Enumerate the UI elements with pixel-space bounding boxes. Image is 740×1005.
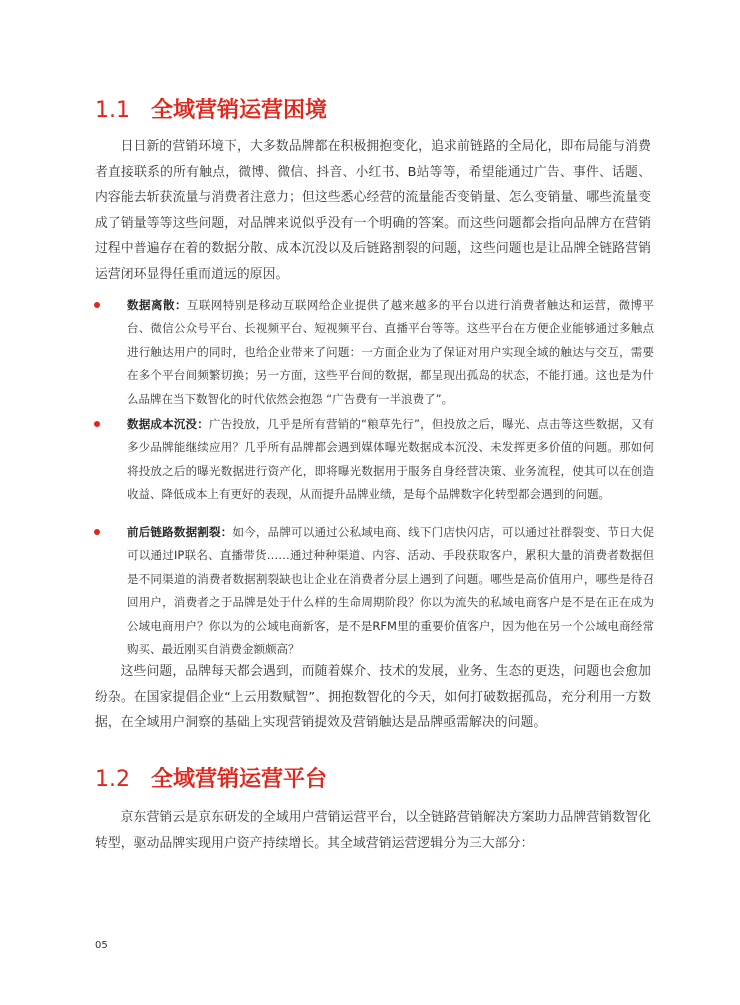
bullet-lead: 前后链路数据割裂： bbox=[127, 525, 233, 539]
bullet-text: 互联网特别是移动互联网给企业提供了越来越多的平台以进行消费者触达和运营，微博平台、微信公众号平台、长视频平台、短视频平台、直播平台等等。这些平台在方便企业能够通过多触点进行触达用户的同时，也给企业带来了问题：一方面企业为了保证对用户实现全域的触达与交互，需要在多个平台间频繁切换；另一方面，这些平台间的数据，都呈现出孤岛的状态，不能打通。这也是为什么品牌在当下数智化的时代依然会抱怨 “广告费有一半浪费了”。 bbox=[127, 298, 655, 406]
bullet-lead: 数据离散： bbox=[127, 298, 187, 312]
bullet-item-data-dispersion bbox=[127, 294, 654, 411]
bullet-text: 如今，品牌可以通过公私域电商、线下门店快闪店，可以通过社群裂变、节日大促可以通过IP联名、直播带货……通过种种渠道、内容、活动、手段获取客户，累积大量的消费者数据但是不同渠道的消费者数据割裂缺也让企业在消费者分层上遇到了问题。哪些是高价值用户，哪些是待召回用户，消费者之于品牌是处于什么样的生命周期阶段？你以为流失的私域电商客户是不是在正在成为公域电商用户？你以为的公域电商新客，是不是RFM里的重要价值客户，因为他在另一个公域电商经常购买、最近刚买自消费金额颇高？ bbox=[127, 525, 655, 657]
intro-paragraph: 日日新的营销环境下，大多数品牌都在积极拥抱变化，追求前链路的全局化，即布局能与消费者直接联系的所有触点，微博、微信、抖音、小红书、B站等等，希望能通过广告、事件、话题、内容能去斩获流量与消费者注意力；但这些悉心经营的流量能否变销量、怎么变销量、哪些流量变成了销量等等这些问题，对品牌来说似乎没有一个明确的答案。而这些问题都会指向品牌方在营销过程中普遍存在着的数据分散、成本沉没以及后链路割裂的问题，这些问题也是让品牌全链路营销运营闭环显得任重而道远的原因。 bbox=[95, 139, 651, 282]
bullet-dot bbox=[94, 302, 100, 308]
bullet-dot bbox=[94, 529, 100, 535]
platform-paragraph: 京东营销云是京东研发的全域用户营销运营平台，以全链路营销解决方案助力品牌营销数智化转型，驱动品牌实现用户资产持续增长。其全域营销运营逻辑分为三大部分： bbox=[95, 810, 651, 851]
bullet-lead: 数据成本沉没： bbox=[127, 417, 209, 431]
page-number: 05 bbox=[95, 940, 108, 951]
bullet-item-sunk-cost bbox=[127, 413, 654, 507]
bullet-text: 广告投放，几乎是所有营销的“粮草先行”，但投放之后，曝光、点击等这些数据，又有多少品牌能继续应用？几乎所有品牌都会遇到媒体曝光数据成本沉没、未发挥更多价值的问题。那如何将投放之后的曝光数据进行资产化，即将曝光数据用于服务自身经营决策、业务流程，使其可以在创造收益、降低成本上有更好的表现，从而提升品牌业绩，是每个品牌数字化转型都会遇到的问题。 bbox=[127, 417, 654, 502]
bullet-dot bbox=[94, 421, 100, 427]
section-heading-1-2 bbox=[95, 762, 327, 793]
section-title: 全域营销运营平台 bbox=[151, 767, 328, 792]
section-heading-1-1 bbox=[95, 93, 327, 124]
section-number: 1.1 bbox=[95, 98, 130, 123]
section-title: 全域营销运营困境 bbox=[151, 98, 328, 123]
bullet-item-link-fragmentation bbox=[127, 521, 654, 661]
section-number: 1.2 bbox=[95, 767, 130, 792]
outro-paragraph: 这些问题，品牌每天都会遇到，而随着媒介、技术的发展，业务、生态的更迭，问题也会愈加纷杂。在国家提倡企业“上云用数赋智”、拥抱数智化的今天，如何打破数据孤岛，充分利用一方数据，在全域用户洞察的基础上实现营销提效及营销触达是品牌亟需解决的问题。 bbox=[95, 664, 651, 730]
